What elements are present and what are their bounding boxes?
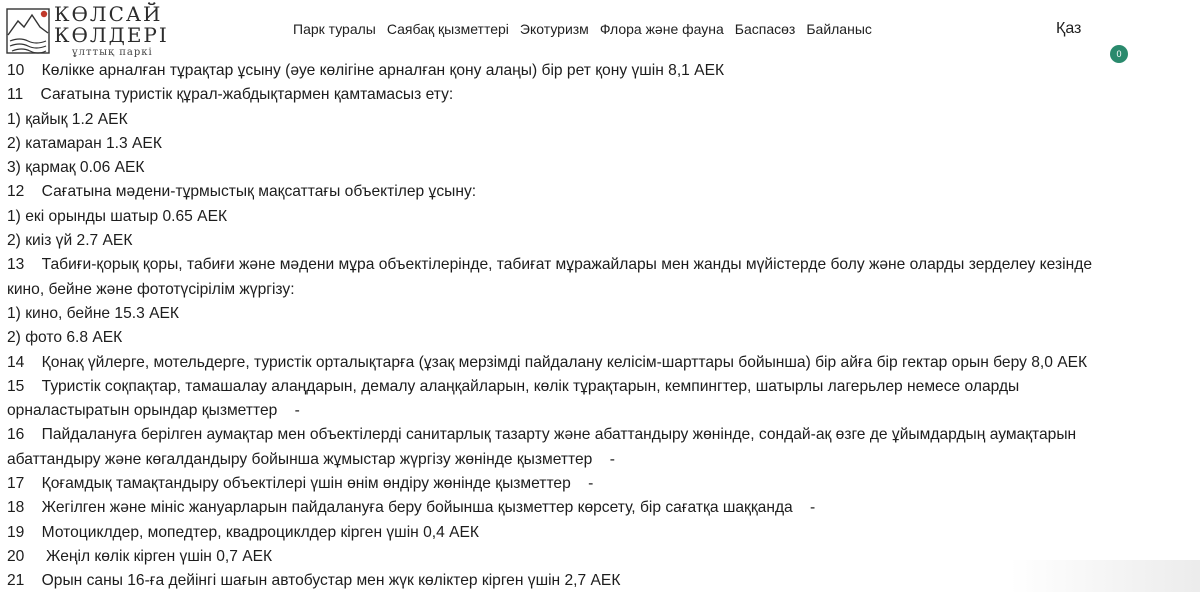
- nav-item-press[interactable]: Баспасөз: [734, 21, 796, 37]
- list-line: 2) киіз үй 2.7 АЕК: [7, 232, 133, 250]
- site-header: [0, 0, 1200, 60]
- list-line: 17 Қоғамдық тамақтандыру объектілері үшін өнім өндіру жөнінде қызметтер -: [7, 475, 594, 493]
- list-line: 11 Сағатына туристік құрал-жабдықтармен қамтамасыз ету:: [7, 86, 454, 104]
- list-line: 1) екі орынды шатыр 0.65 АЕК: [7, 207, 228, 225]
- list-line: 2) катамаран 1.3 АЕК: [7, 134, 162, 152]
- nav-item-about-park[interactable]: Парк туралы: [293, 21, 376, 37]
- nav-item-park-services[interactable]: Саябақ қызметтері: [386, 21, 509, 37]
- nav-item-contacts[interactable]: Байланыс: [806, 21, 872, 37]
- list-line: 13 Табиғи-қорық қоры, табиғи және мәдени мұра объектілерінде, табиғат мұражайлары мен жанды мүйістерде болу және оларды зерделеу кезінде: [7, 256, 1092, 274]
- logo-subtitle: ұлттық паркі: [72, 47, 153, 58]
- main-nav: [293, 21, 883, 37]
- logo-title-line1: КӨЛСАЙ: [54, 2, 163, 26]
- list-line: 1) кино, бейне 15.3 АЕК: [7, 304, 180, 322]
- list-line: 12 Сағатына мәдени-тұрмыстық мақсаттағы объектілер ұсыну:: [7, 183, 477, 201]
- list-line: абаттандыру және көгалдандыру бойынша жұмыстар жүргізу жөнінде қызметтер -: [7, 450, 615, 468]
- list-line: 16 Пайдалануға берілген аумақтар мен объектілерді санитарлық тазарту және абаттандыру жөнінде, сондай-ақ өзге де ұйымдардың аумақтарын: [7, 426, 1077, 444]
- list-line: 20 Жеңіл көлік кірген үшін 0,7 АЕК: [7, 547, 273, 565]
- list-line: 21 Орын саны 16-ға дейінгі шағын автобустар мен жүк көліктер кірген үшін 2,7 АЕК: [7, 572, 621, 590]
- services-price-list: [7, 59, 1193, 592]
- list-line: 2) фото 6.8 АЕК: [7, 329, 123, 347]
- mountain-lake-logo-icon: [6, 5, 50, 57]
- list-line: 18 Жегілген және мініс жануарларын пайдалануға беру бойынша қызметтер көрсету, бір сағатқа шаққанда -: [7, 499, 816, 517]
- list-line: 19 Мотоциклдер, мопедтер, квадроциклдер кірген үшін 0,4 АЕК: [7, 523, 479, 541]
- nav-item-flora-fauna[interactable]: Флора және фауна: [599, 21, 724, 37]
- list-line: 14 Қонақ үйлерге, мотельдерге, туристік орталықтарға (ұзақ мерзімді пайдалану келісім-шарттары бойынша) бір айға бір гектар орын беру 8,0 АЕК: [7, 353, 1088, 371]
- list-line: орналастыратын орындар қызметтер -: [7, 402, 300, 420]
- cart-count-badge[interactable]: 0: [1110, 45, 1128, 63]
- list-line: 1) қайық 1.2 АЕК: [7, 110, 128, 128]
- list-line: кино, бейне және фототүсірілім жүргізу:: [7, 280, 295, 298]
- language-switcher[interactable]: Қаз: [1056, 20, 1082, 37]
- list-line: 15 Туристік соқпақтар, тамашалау алаңдарын, демалу алаңқайларын, көлік тұрақтарын, кемпингтер, шатырлы лагерьлер немесе оларды: [7, 377, 1020, 395]
- list-line: 3) қармақ 0.06 АЕК: [7, 159, 145, 177]
- list-line: 10 Көлікке арналған тұрақтар ұсыну (әуе көлігіне арналған қону алаңы) бір рет қону үшін 8,1 АЕК: [7, 62, 725, 79]
- logo-title-line2: КӨЛДЕРІ: [54, 23, 169, 47]
- nav-item-ecotourism[interactable]: Экотуризм: [519, 21, 589, 37]
- park-logo[interactable]: [6, 2, 169, 59]
